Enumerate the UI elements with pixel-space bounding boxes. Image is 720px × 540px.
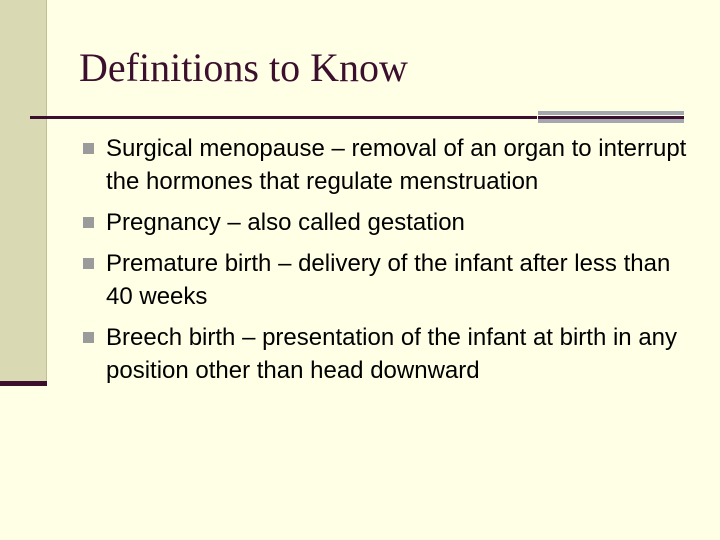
square-bullet-icon (83, 258, 94, 269)
bullet-text: Breech birth – presentation of the infant at birth in any position other than head downward (106, 324, 678, 384)
bullet-text: Premature birth – delivery of the infant after less than 40 weeks (106, 250, 671, 310)
square-bullet-icon (83, 332, 94, 343)
left-band-accent-bar (0, 381, 47, 386)
bullet-text: Surgical menopause – removal of an organ to interrupt the hormones that regulate menstruation (106, 135, 687, 195)
list-item (80, 321, 690, 387)
left-decorative-band (0, 0, 47, 383)
title-rule-gray-bottom (538, 119, 684, 123)
title-rule-gray-top (538, 111, 684, 115)
bullet-list (80, 132, 690, 395)
bullet-text: Pregnancy – also called gestation (106, 209, 465, 236)
list-item (80, 206, 690, 239)
square-bullet-icon (83, 143, 94, 154)
list-item (80, 247, 690, 313)
title-underline (30, 116, 537, 119)
square-bullet-icon (83, 217, 94, 228)
slide-title: Definitions to Know (79, 45, 408, 90)
list-item (80, 132, 690, 198)
